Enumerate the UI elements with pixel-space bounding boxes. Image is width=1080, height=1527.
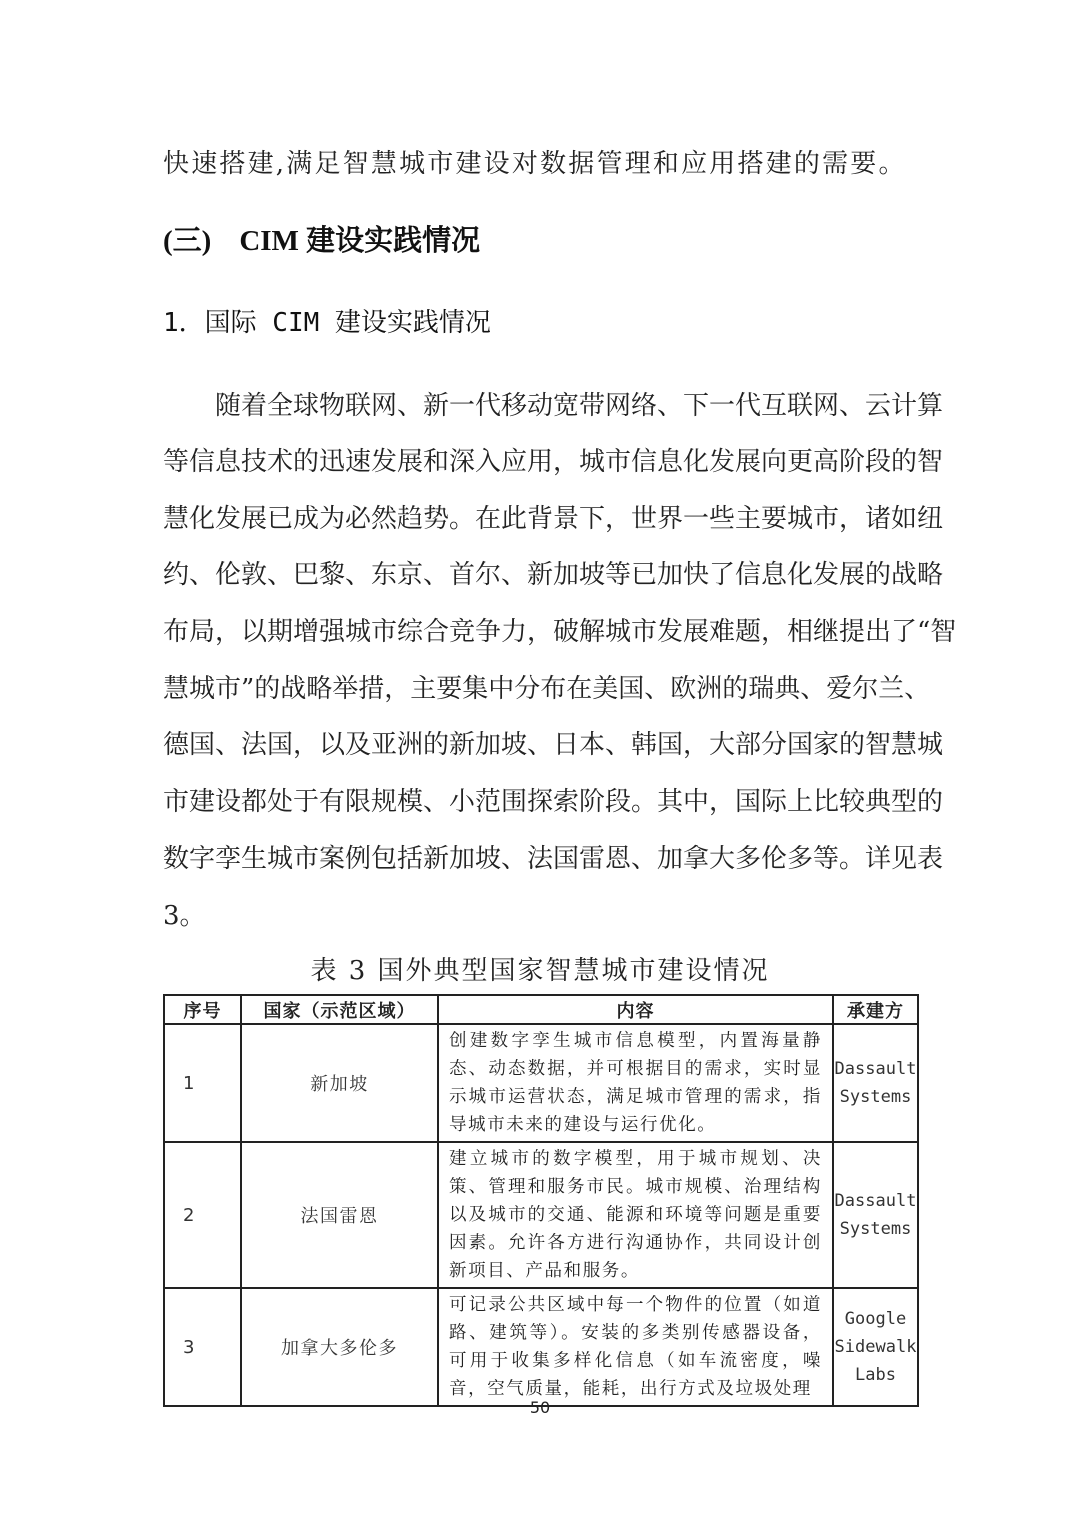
table-caption: 表 3 国外典型国家智慧城市建设情况	[310, 956, 770, 986]
cell-content: 可记录公共区域中每一个物件的位置（如道路、建筑等）。安装的多类别传感器设备，可用于收集多样化信息（如车流密度，噪音，空气质量，能耗，出行方式及垃圾处理	[438, 1288, 833, 1406]
paragraph-line: 布局，以期增强城市综合竞争力，破解城市发展难题，相继提出了“智	[163, 617, 957, 647]
builder-line: Labs	[855, 1365, 896, 1385]
cell-seq: 1	[164, 1024, 241, 1142]
paragraph-line: 3。	[163, 901, 206, 931]
section-heading	[163, 218, 480, 259]
cell-region: 加拿大多伦多	[241, 1288, 438, 1406]
section-title: CIM 建设实践情况	[239, 225, 481, 257]
table-row	[164, 1288, 918, 1406]
paragraph-line: 慧化发展已成为必然趋势。在此背景下，世界一些主要城市，诸如纽	[163, 504, 944, 534]
header-content: 内容	[438, 995, 833, 1024]
builder-line: Dassault	[834, 1059, 917, 1079]
section-number: (三)	[163, 225, 212, 257]
cell-builder	[833, 1288, 918, 1406]
cell-seq: 3	[164, 1288, 241, 1406]
smart-city-table	[163, 994, 919, 1407]
paragraph-line: 市建设都处于有限规模、小范围探索阶段。其中，国际上比较典型的	[163, 787, 944, 817]
builder-line: Dassault	[834, 1191, 917, 1211]
page-number: 50	[529, 1398, 551, 1417]
table-header-row	[164, 995, 918, 1024]
cell-content: 建立城市的数字模型，用于城市规划、决策、管理和服务市民。城市规模、治理结构以及城市的交通、能源和环境等问题是重要因素。允许各方进行沟通协作，共同设计创新项目、产品和服务。	[438, 1142, 833, 1288]
sub-heading: 1．国际 CIM 建设实践情况	[163, 308, 491, 338]
cell-builder	[833, 1142, 918, 1288]
paragraph-line: 慧城市”的战略举措，主要集中分布在美国、欧洲的瑞典、爱尔兰、	[163, 674, 931, 704]
cell-content: 创建数字孪生城市信息模型，内置海量静态、动态数据，并可根据目的需求，实时显示城市运营状态，满足城市管理的需求，指导城市未来的建设与运行优化。	[438, 1024, 833, 1142]
paragraph-line: 约、伦敦、巴黎、东京、首尔、新加坡等已加快了信息化发展的战略	[163, 560, 944, 590]
paragraph-line: 数字孪生城市案例包括新加坡、法国雷恩、加拿大多伦多等。详见表	[163, 844, 944, 874]
builder-line: Google	[844, 1309, 907, 1329]
paragraph-line: 等信息技术的迅速发展和深入应用，城市信息化发展向更高阶段的智	[163, 447, 944, 477]
header-builder: 承建方	[833, 995, 918, 1024]
cell-builder	[833, 1024, 918, 1142]
cell-region: 新加坡	[241, 1024, 438, 1142]
builder-line: Systems	[839, 1087, 912, 1107]
header-seq: 序号	[164, 995, 241, 1024]
builder-line: Systems	[839, 1219, 912, 1239]
paragraph-line: 德国、法国，以及亚洲的新加坡、日本、韩国，大部分国家的智慧城	[163, 730, 944, 760]
cell-seq: 2	[164, 1142, 241, 1288]
table-row	[164, 1024, 918, 1142]
continuation-text: 快速搭建,满足智慧城市建设对数据管理和应用搭建的需要。	[163, 149, 907, 179]
table-row	[164, 1142, 918, 1288]
header-region: 国家（示范区域）	[241, 995, 438, 1024]
cell-region: 法国雷恩	[241, 1142, 438, 1288]
builder-line: Sidewalk	[834, 1337, 917, 1357]
paragraph-line: 随着全球物联网、新一代移动宽带网络、下一代互联网、云计算	[215, 391, 944, 421]
